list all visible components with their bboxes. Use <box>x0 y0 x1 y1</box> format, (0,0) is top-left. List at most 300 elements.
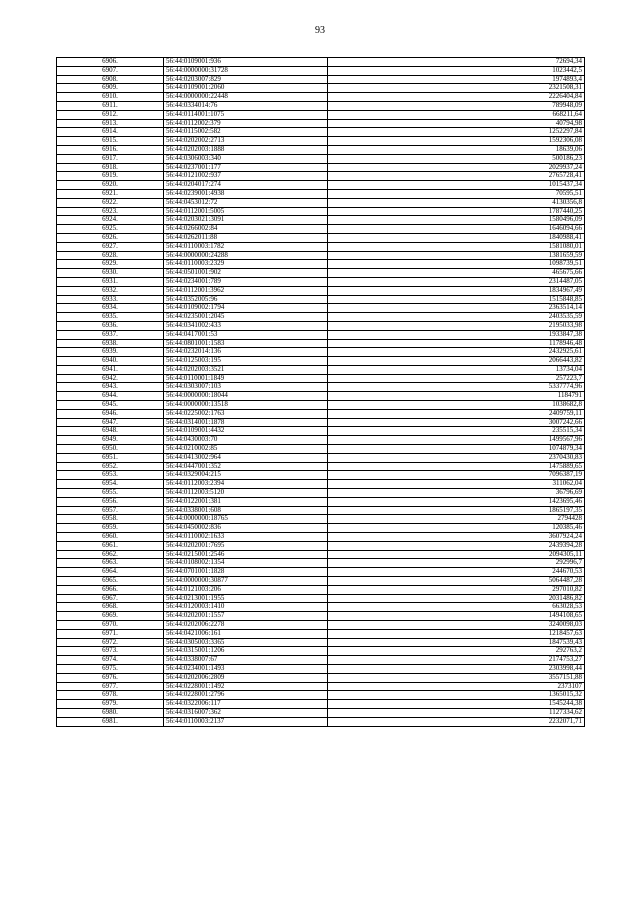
cadastral-value: 2029937,24 <box>328 163 585 172</box>
row-number: 6906. <box>57 58 164 67</box>
row-number: 6950. <box>57 445 164 454</box>
table-row <box>57 304 585 313</box>
cadastral-number: 56:44:0228001:1492 <box>164 682 328 691</box>
cadastral-value: 2765728,41 <box>328 172 585 181</box>
cadastral-value: 18639,06 <box>328 145 585 154</box>
table-row <box>57 629 585 638</box>
cadastral-value: 311062,04 <box>328 480 585 489</box>
cadastral-number: 56:44:0000000:31728 <box>164 66 328 75</box>
table-row <box>57 269 585 278</box>
table-row <box>57 585 585 594</box>
cadastral-number: 56:44:0225002:1763 <box>164 409 328 418</box>
row-number: 6933. <box>57 295 164 304</box>
cadastral-number: 56:44:0000000:22448 <box>164 93 328 102</box>
row-number: 6916. <box>57 145 164 154</box>
row-number: 6926. <box>57 233 164 242</box>
cadastral-number: 56:44:0430003:70 <box>164 436 328 445</box>
row-number: 6951. <box>57 453 164 462</box>
cadastral-number: 56:44:0110003:2329 <box>164 260 328 269</box>
table-row <box>57 119 585 128</box>
cadastral-number: 56:44:0701001:1828 <box>164 568 328 577</box>
cadastral-number: 56:44:0315001:1206 <box>164 647 328 656</box>
cadastral-value: 5064487,28 <box>328 577 585 586</box>
cadastral-number: 56:44:0421006:161 <box>164 629 328 638</box>
table-row <box>57 321 585 330</box>
row-number: 6922. <box>57 198 164 207</box>
row-number: 6962. <box>57 550 164 559</box>
cadastral-value: 2439394,28 <box>328 541 585 550</box>
table-row <box>57 577 585 586</box>
cadastral-number: 56:44:0203007:829 <box>164 75 328 84</box>
cadastral-value: 668211,64 <box>328 110 585 119</box>
cadastral-number: 56:44:0110003:2137 <box>164 717 328 726</box>
cadastral-value: 3557151,88 <box>328 673 585 682</box>
cadastral-value: 72694,34 <box>328 58 585 67</box>
table-row <box>57 225 585 234</box>
cadastral-value: 1074879,34 <box>328 445 585 454</box>
cadastral-value: 1499567,96 <box>328 436 585 445</box>
table-row <box>57 462 585 471</box>
table-row <box>57 409 585 418</box>
row-number: 6945. <box>57 401 164 410</box>
cadastral-number: 56:44:0109001:4432 <box>164 427 328 436</box>
cadastral-number: 56:44:0262011:88 <box>164 233 328 242</box>
row-number: 6980. <box>57 708 164 717</box>
cadastral-value: 2370430,83 <box>328 453 585 462</box>
table-row <box>57 717 585 726</box>
cadastral-value: 2226404,84 <box>328 93 585 102</box>
table-row <box>57 612 585 621</box>
row-number: 6930. <box>57 269 164 278</box>
cadastral-number: 56:44:0202002:2713 <box>164 137 328 146</box>
cadastral-number: 56:44:0234001:1493 <box>164 664 328 673</box>
cadastral-number: 56:44:0202006:2809 <box>164 673 328 682</box>
table-row <box>57 392 585 401</box>
row-number: 6917. <box>57 154 164 163</box>
cadastral-number: 56:44:0109002:1794 <box>164 304 328 313</box>
cadastral-number: 56:44:0501001:902 <box>164 269 328 278</box>
row-number: 6958. <box>57 515 164 524</box>
cadastral-number: 56:44:0235001:2045 <box>164 313 328 322</box>
table-row <box>57 436 585 445</box>
cadastral-number: 56:44:0202006:2278 <box>164 621 328 630</box>
table-row <box>57 691 585 700</box>
table-row <box>57 656 585 665</box>
table-row <box>57 647 585 656</box>
row-number: 6979. <box>57 700 164 709</box>
row-number: 6977. <box>57 682 164 691</box>
cadastral-value: 120385,46 <box>328 524 585 533</box>
cadastral-number: 56:44:0000000:18044 <box>164 392 328 401</box>
cadastral-number: 56:44:0112001:5005 <box>164 207 328 216</box>
row-number: 6963. <box>57 559 164 568</box>
cadastral-value: 2373107 <box>328 682 585 691</box>
table-row <box>57 664 585 673</box>
cadastral-number: 56:44:0450002:836 <box>164 524 328 533</box>
row-number: 6948. <box>57 427 164 436</box>
row-number: 6910. <box>57 93 164 102</box>
cadastral-value: 36796,69 <box>328 489 585 498</box>
row-number: 6914. <box>57 128 164 137</box>
row-number: 6911. <box>57 101 164 110</box>
row-number: 6974. <box>57 656 164 665</box>
table-row <box>57 383 585 392</box>
cadastral-number: 56:44:0122001:381 <box>164 497 328 506</box>
cadastral-number: 56:44:0447001:352 <box>164 462 328 471</box>
cadastral-value: 500186,23 <box>328 154 585 163</box>
table-row <box>57 638 585 647</box>
cadastral-value: 1592306,08 <box>328 137 585 146</box>
cadastral-number: 56:44:0110001:1849 <box>164 374 328 383</box>
cadastral-number: 56:44:0341002:433 <box>164 321 328 330</box>
cadastral-value: 235515,34 <box>328 427 585 436</box>
cadastral-number: 56:44:0306003:340 <box>164 154 328 163</box>
cadastral-value-table <box>56 57 585 727</box>
table-row <box>57 101 585 110</box>
cadastral-value: 2031486,82 <box>328 594 585 603</box>
cadastral-value: 1515848,85 <box>328 295 585 304</box>
cadastral-number: 56:44:0121003:206 <box>164 585 328 594</box>
row-number: 6965. <box>57 577 164 586</box>
cadastral-number: 56:44:0801001:1583 <box>164 339 328 348</box>
table-row <box>57 93 585 102</box>
table-row <box>57 374 585 383</box>
table-row <box>57 497 585 506</box>
table-row <box>57 163 585 172</box>
row-number: 6909. <box>57 84 164 93</box>
row-number: 6946. <box>57 409 164 418</box>
table-row <box>57 708 585 717</box>
row-number: 6915. <box>57 137 164 146</box>
cadastral-value: 663028,53 <box>328 603 585 612</box>
table-row <box>57 128 585 137</box>
table-row <box>57 58 585 67</box>
cadastral-value: 1381659,59 <box>328 251 585 260</box>
cadastral-value: 2794428 <box>328 515 585 524</box>
row-number: 6944. <box>57 392 164 401</box>
cadastral-value: 4130356,8 <box>328 198 585 207</box>
cadastral-number: 56:44:0109001:2060 <box>164 84 328 93</box>
row-number: 6935. <box>57 313 164 322</box>
cadastral-number: 56:44:0239001:4938 <box>164 189 328 198</box>
cadastral-number: 56:44:0121002:937 <box>164 172 328 181</box>
cadastral-number: 56:44:0112001:3962 <box>164 286 328 295</box>
cadastral-number: 56:44:0202003:3521 <box>164 365 328 374</box>
table-row <box>57 489 585 498</box>
table-row <box>57 621 585 630</box>
table-row <box>57 418 585 427</box>
table-row <box>57 533 585 542</box>
row-number: 6969. <box>57 612 164 621</box>
table-row <box>57 445 585 454</box>
table-row <box>57 506 585 515</box>
cadastral-value: 2303998,44 <box>328 664 585 673</box>
cadastral-number: 56:44:0329004:215 <box>164 471 328 480</box>
row-number: 6939. <box>57 348 164 357</box>
cadastral-number: 56:44:0453012:72 <box>164 198 328 207</box>
cadastral-value: 1494108,65 <box>328 612 585 621</box>
row-number: 6928. <box>57 251 164 260</box>
cadastral-value: 1933847,38 <box>328 330 585 339</box>
row-number: 6913. <box>57 119 164 128</box>
table-row <box>57 242 585 251</box>
row-number: 6960. <box>57 533 164 542</box>
cadastral-value: 1834967,49 <box>328 286 585 295</box>
table-row <box>57 339 585 348</box>
cadastral-number: 56:44:0237001:177 <box>164 163 328 172</box>
cadastral-number: 56:44:0234001:789 <box>164 277 328 286</box>
cadastral-value: 1218457,63 <box>328 629 585 638</box>
cadastral-value: 1365015,32 <box>328 691 585 700</box>
cadastral-value: 2363514,14 <box>328 304 585 313</box>
cadastral-value: 1127334,62 <box>328 708 585 717</box>
table-row <box>57 189 585 198</box>
row-number: 6978. <box>57 691 164 700</box>
row-number: 6907. <box>57 66 164 75</box>
row-number: 6953. <box>57 471 164 480</box>
cadastral-value: 40794,98 <box>328 119 585 128</box>
table-row <box>57 453 585 462</box>
table-row <box>57 480 585 489</box>
table-row <box>57 198 585 207</box>
table-row <box>57 594 585 603</box>
page-number: 93 <box>315 25 325 36</box>
row-number: 6947. <box>57 418 164 427</box>
cadastral-number: 56:44:0000000:24288 <box>164 251 328 260</box>
cadastral-number: 56:44:0413002:964 <box>164 453 328 462</box>
cadastral-number: 56:44:0232014:136 <box>164 348 328 357</box>
row-number: 6976. <box>57 673 164 682</box>
cadastral-value: 1840988,41 <box>328 233 585 242</box>
table-row <box>57 110 585 119</box>
table-row <box>57 550 585 559</box>
cadastral-value: 1184791 <box>328 392 585 401</box>
cadastral-value: 1015437,34 <box>328 181 585 190</box>
row-number: 6940. <box>57 357 164 366</box>
cadastral-value: 2432925,61 <box>328 348 585 357</box>
cadastral-value: 292996,7 <box>328 559 585 568</box>
cadastral-value: 2314487,05 <box>328 277 585 286</box>
cadastral-number: 56:44:0114001:1075 <box>164 110 328 119</box>
table-row <box>57 568 585 577</box>
row-number: 6932. <box>57 286 164 295</box>
table-row <box>57 286 585 295</box>
row-number: 6936. <box>57 321 164 330</box>
cadastral-number: 56:44:0334014:76 <box>164 101 328 110</box>
table-row <box>57 145 585 154</box>
row-number: 6949. <box>57 436 164 445</box>
cadastral-value: 1423695,46 <box>328 497 585 506</box>
table-row <box>57 603 585 612</box>
cadastral-number: 56:44:0316007:362 <box>164 708 328 717</box>
cadastral-value: 1581080,01 <box>328 242 585 251</box>
cadastral-value: 2174753,27 <box>328 656 585 665</box>
row-number: 6938. <box>57 339 164 348</box>
cadastral-number: 56:44:0203021:3091 <box>164 216 328 225</box>
table-row <box>57 84 585 93</box>
cadastral-number: 56:44:0202001:1557 <box>164 612 328 621</box>
table-row <box>57 295 585 304</box>
cadastral-value: 1038682,8 <box>328 401 585 410</box>
cadastral-number: 56:44:0120003:1410 <box>164 603 328 612</box>
cadastral-value: 3607924,24 <box>328 533 585 542</box>
row-number: 6971. <box>57 629 164 638</box>
table-row <box>57 330 585 339</box>
cadastral-value: 1252297,84 <box>328 128 585 137</box>
cadastral-value: 789948,09 <box>328 101 585 110</box>
cadastral-number: 56:44:0000000:30877 <box>164 577 328 586</box>
cadastral-value: 13734,04 <box>328 365 585 374</box>
row-number: 6964. <box>57 568 164 577</box>
cadastral-value: 297010,82 <box>328 585 585 594</box>
cadastral-number: 56:44:0112003:5120 <box>164 489 328 498</box>
table-row <box>57 700 585 709</box>
cadastral-number: 56:44:0000000:13518 <box>164 401 328 410</box>
table-row <box>57 515 585 524</box>
cadastral-value: 2094305,11 <box>328 550 585 559</box>
cadastral-value: 1178946,48 <box>328 339 585 348</box>
cadastral-value: 292763,2 <box>328 647 585 656</box>
cadastral-value: 1098739,51 <box>328 260 585 269</box>
cadastral-number: 56:44:0305003:3365 <box>164 638 328 647</box>
table-row <box>57 66 585 75</box>
cadastral-number: 56:44:0303007:103 <box>164 383 328 392</box>
row-number: 6966. <box>57 585 164 594</box>
cadastral-number: 56:44:0204017:274 <box>164 181 328 190</box>
cadastral-number: 56:44:0110003:1782 <box>164 242 328 251</box>
row-number: 6929. <box>57 260 164 269</box>
cadastral-number: 56:44:0115002:582 <box>164 128 328 137</box>
table-row <box>57 348 585 357</box>
row-number: 6954. <box>57 480 164 489</box>
cadastral-number: 56:44:0417001:53 <box>164 330 328 339</box>
cadastral-number: 56:44:0109001:936 <box>164 58 328 67</box>
cadastral-value: 2195033,98 <box>328 321 585 330</box>
cadastral-value: 465675,66 <box>328 269 585 278</box>
cadastral-value: 1580496,09 <box>328 216 585 225</box>
cadastral-number: 56:44:0000000:18765 <box>164 515 328 524</box>
row-number: 6937. <box>57 330 164 339</box>
table-row <box>57 137 585 146</box>
cadastral-value: 3007242,66 <box>328 418 585 427</box>
cadastral-number: 56:44:0125003:195 <box>164 357 328 366</box>
row-number: 6968. <box>57 603 164 612</box>
table-row <box>57 260 585 269</box>
row-number: 6919. <box>57 172 164 181</box>
row-number: 6918. <box>57 163 164 172</box>
table-row <box>57 673 585 682</box>
table-row <box>57 471 585 480</box>
row-number: 6956. <box>57 497 164 506</box>
table-row <box>57 682 585 691</box>
table-row <box>57 524 585 533</box>
cadastral-number: 56:44:0338001:608 <box>164 506 328 515</box>
cadastral-value: 1545244,38 <box>328 700 585 709</box>
cadastral-value: 1023442,5 <box>328 66 585 75</box>
row-number: 6952. <box>57 462 164 471</box>
cadastral-value: 2232071,71 <box>328 717 585 726</box>
table-row <box>57 251 585 260</box>
table-row <box>57 216 585 225</box>
table-row <box>57 277 585 286</box>
cadastral-value: 1646094,66 <box>328 225 585 234</box>
row-number: 6959. <box>57 524 164 533</box>
cadastral-value: 3240098,03 <box>328 621 585 630</box>
row-number: 6973. <box>57 647 164 656</box>
cadastral-number: 56:44:0338007:67 <box>164 656 328 665</box>
table-row <box>57 313 585 322</box>
row-number: 6921. <box>57 189 164 198</box>
row-number: 6942. <box>57 374 164 383</box>
row-number: 6955. <box>57 489 164 498</box>
cadastral-number: 56:44:0210002:85 <box>164 445 328 454</box>
cadastral-value: 2403535,59 <box>328 313 585 322</box>
row-number: 6970. <box>57 621 164 630</box>
cadastral-value: 2321508,31 <box>328 84 585 93</box>
row-number: 6975. <box>57 664 164 673</box>
table-row <box>57 233 585 242</box>
cadastral-value: 2066443,82 <box>328 357 585 366</box>
row-number: 6943. <box>57 383 164 392</box>
cadastral-value: 257223,7 <box>328 374 585 383</box>
table-row <box>57 357 585 366</box>
row-number: 6923. <box>57 207 164 216</box>
cadastral-number: 56:44:0112003:2394 <box>164 480 328 489</box>
cadastral-value: 1847539,43 <box>328 638 585 647</box>
cadastral-number: 56:44:0213001:1955 <box>164 594 328 603</box>
table-row <box>57 207 585 216</box>
table-row <box>57 181 585 190</box>
cadastral-number: 56:44:0314001:1878 <box>164 418 328 427</box>
cadastral-value: 1475889,65 <box>328 462 585 471</box>
row-number: 6972. <box>57 638 164 647</box>
cadastral-number: 56:44:0202001:7695 <box>164 541 328 550</box>
table-row <box>57 75 585 84</box>
row-number: 6941. <box>57 365 164 374</box>
row-number: 6967. <box>57 594 164 603</box>
cadastral-value: 1974893,4 <box>328 75 585 84</box>
table-body <box>57 58 585 727</box>
cadastral-number: 56:44:0202003:1888 <box>164 145 328 154</box>
table-row <box>57 401 585 410</box>
cadastral-number: 56:44:0228001:2796 <box>164 691 328 700</box>
table-row <box>57 172 585 181</box>
cadastral-value: 2409759,11 <box>328 409 585 418</box>
cadastral-value: 244670,53 <box>328 568 585 577</box>
cadastral-value: 1865197,35 <box>328 506 585 515</box>
row-number: 6920. <box>57 181 164 190</box>
table-row <box>57 541 585 550</box>
table-row <box>57 365 585 374</box>
row-number: 6912. <box>57 110 164 119</box>
cadastral-value: 1787440,25 <box>328 207 585 216</box>
cadastral-number: 56:44:0352005:96 <box>164 295 328 304</box>
cadastral-number: 56:44:0322006:117 <box>164 700 328 709</box>
cadastral-number: 56:44:0110002:1633 <box>164 533 328 542</box>
table-row <box>57 559 585 568</box>
row-number: 6934. <box>57 304 164 313</box>
row-number: 6925. <box>57 225 164 234</box>
cadastral-value: 70595,51 <box>328 189 585 198</box>
row-number: 6957. <box>57 506 164 515</box>
cadastral-number: 56:44:0215001:2546 <box>164 550 328 559</box>
row-number: 6961. <box>57 541 164 550</box>
cadastral-number: 56:44:0112002:379 <box>164 119 328 128</box>
table-row <box>57 154 585 163</box>
table-row <box>57 427 585 436</box>
cadastral-number: 56:44:0108002:1354 <box>164 559 328 568</box>
cadastral-value: 5337774,96 <box>328 383 585 392</box>
